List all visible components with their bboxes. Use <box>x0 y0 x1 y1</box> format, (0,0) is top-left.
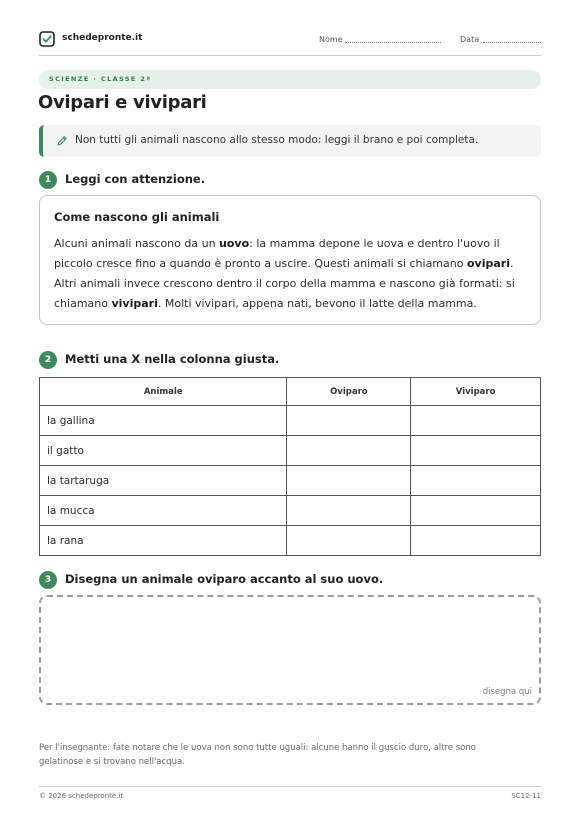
page-title: Ovipari e vivipari <box>38 92 207 113</box>
column-header-oviparo: Oviparo <box>287 378 411 406</box>
column-header-viviparo: Viviparo <box>411 378 541 406</box>
page-header <box>39 28 541 56</box>
drawing-area-hint: disegna qui <box>482 687 532 697</box>
subject-badge <box>39 70 541 89</box>
viviparo-answer-cell[interactable] <box>411 526 541 556</box>
sheet-code: SC12-11 <box>511 792 541 800</box>
drawing-area[interactable] <box>39 595 541 705</box>
name-label: Nome <box>319 35 343 44</box>
viviparo-answer-cell[interactable] <box>411 436 541 466</box>
table-row <box>40 436 541 466</box>
animal-cell: il gatto <box>40 436 287 466</box>
reading-text: Alcuni animali nascono da un uovo: la mamma depone le uova e dentro l'uovo il piccolo cresce fino a quando è pronto a uscire. Questi animali si chiamano ovipari. Altri animali invece crescono dentro il corpo della mamma e nascono già formati: si chiamano vivipari. Molti vivipari, appena nati, bevono il latte della mamma. <box>54 237 515 310</box>
name-field[interactable] <box>345 42 441 43</box>
animal-cell: la tartaruga <box>40 466 287 496</box>
table-row <box>40 406 541 436</box>
table-row <box>40 526 541 556</box>
step-2-instruction: Metti una X nella colonna giusta. <box>65 352 280 366</box>
keyword-uovo: uovo <box>219 237 250 250</box>
reading-box <box>39 195 541 325</box>
intro-note <box>39 125 541 157</box>
oviparo-answer-cell[interactable] <box>287 436 411 466</box>
keyword-vivipari: vivipari <box>111 297 158 310</box>
date-field[interactable] <box>483 42 541 43</box>
oviparo-answer-cell[interactable] <box>287 496 411 526</box>
intro-note-text: Non tutti gli animali nascono allo stesso modo: leggi il brano e poi completa. <box>75 134 479 146</box>
oviparo-answer-cell[interactable] <box>287 406 411 436</box>
oviparo-answer-cell[interactable] <box>287 526 411 556</box>
step-2-number: 2 <box>39 351 57 369</box>
step-3-number: 3 <box>39 571 57 589</box>
table-row <box>40 466 541 496</box>
pencil-icon <box>56 135 68 147</box>
viviparo-answer-cell[interactable] <box>411 466 541 496</box>
brand-name: schedepronte.it <box>62 33 143 43</box>
oviparo-answer-cell[interactable] <box>287 466 411 496</box>
animal-cell: la mucca <box>40 496 287 526</box>
teacher-note: Per l'insegnante: fate notare che le uova non sono tutte uguali: alcune hanno il guscio duro, altre sono gelatinose e si trovano nell'acqua. <box>39 743 476 767</box>
page-footer <box>39 786 541 800</box>
table-row <box>40 496 541 526</box>
reading-title: Come nascono gli animali <box>54 210 220 224</box>
checklist-logo-icon <box>39 31 55 47</box>
animal-cell: la rana <box>40 526 287 556</box>
keyword-ovipari: ovipari <box>466 257 510 270</box>
column-header-animale: Animale <box>40 378 287 406</box>
viviparo-answer-cell[interactable] <box>411 406 541 436</box>
viviparo-answer-cell[interactable] <box>411 496 541 526</box>
step-1-instruction: Leggi con attenzione. <box>65 172 206 186</box>
copyright-text: © 2026 schedepronte.it <box>39 792 124 800</box>
date-label: Data <box>460 35 480 44</box>
step-3-instruction: Disegna un animale oviparo accanto al suo uovo. <box>65 572 384 586</box>
animal-cell: la gallina <box>40 406 287 436</box>
subject-badge-text: SCIENZE · CLASSE 2ª <box>49 75 152 83</box>
step-1-number: 1 <box>39 171 57 189</box>
classification-table <box>39 377 541 556</box>
